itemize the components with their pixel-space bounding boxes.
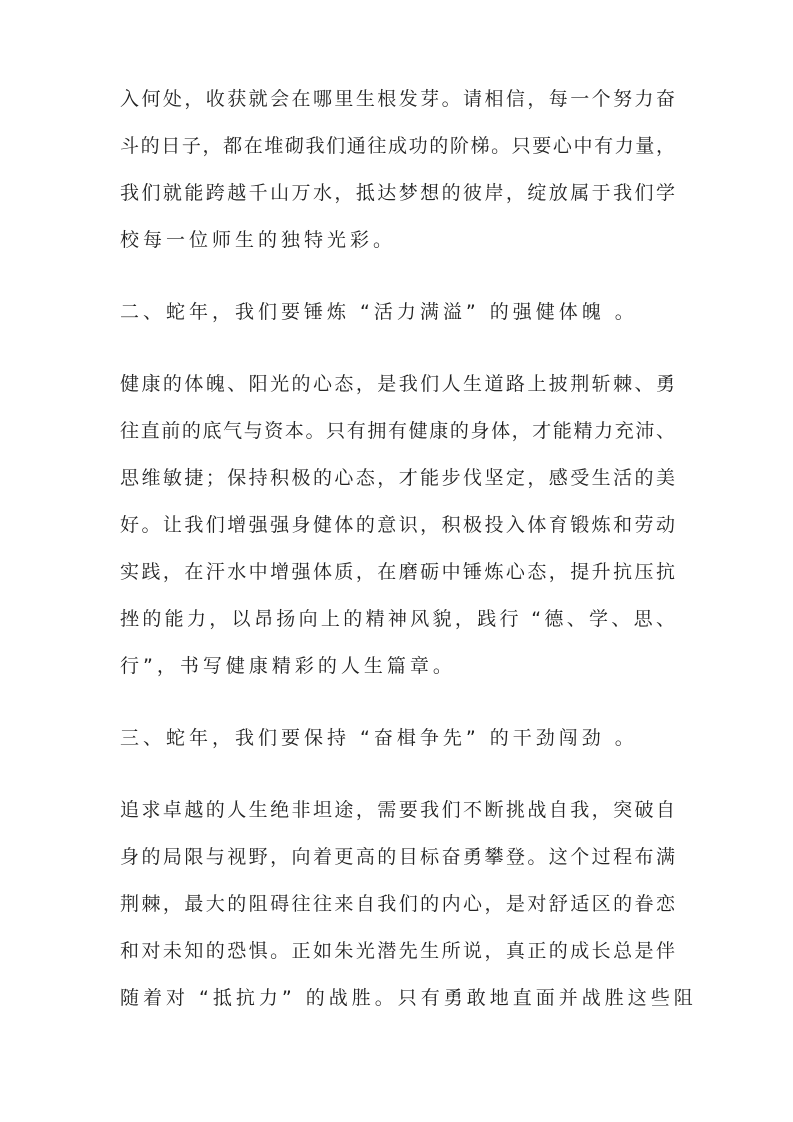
paragraph-line: 好。让我们增强强身健体的意识，积极投入体育锻炼和劳动 bbox=[120, 514, 675, 536]
paragraph-line: 斗的日子，都在堆砌我们通往成功的阶梯。只要心中有力量， bbox=[120, 135, 675, 157]
paragraph-line: 身的局限与视野，向着更高的目标奋勇攀登。这个过程布满 bbox=[120, 846, 675, 868]
paragraph-line: 行”，书写健康精彩的人生篇章。 bbox=[120, 655, 456, 677]
paragraph-line: 追求卓越的人生绝非坦途，需要我们不断挑战自我，突破自 bbox=[120, 799, 675, 821]
paragraph-line: 挫的能力，以昂扬向上的精神风貌，践行 “德、学、思、 bbox=[120, 608, 675, 630]
paragraph-line: 健康的体魄、阳光的心态，是我们人生道路上披荆斩棘、勇 bbox=[120, 373, 675, 395]
paragraph-line: 校每一位师生的独特光彩。 bbox=[120, 229, 397, 251]
paragraph-line: 入何处，收获就会在哪里生根发芽。请相信，每一个努力奋 bbox=[120, 88, 675, 110]
paragraph-line: 往直前的底气与资本。只有拥有健康的身体，才能精力充沛、 bbox=[120, 420, 675, 442]
section-heading: 三、蛇年，我们要保持 “奋楫争先” 的干劲闯劲 。 bbox=[120, 727, 638, 749]
paragraph-line: 随着对 “抵抗力” 的战胜。只有勇敢地直面并战胜这些阻 bbox=[120, 987, 697, 1009]
paragraph-line: 荆棘，最大的阻碍往往来自我们的内心，是对舒适区的眷恋 bbox=[120, 893, 675, 915]
section-heading: 二、蛇年，我们要锤炼 “活力满溢” 的强健体魄 。 bbox=[120, 301, 638, 323]
paragraph-line: 和对未知的恐惧。正如朱光潜先生所说，真正的成长总是伴 bbox=[120, 940, 675, 962]
paragraph-line: 我们就能跨越千山万水，抵达梦想的彼岸，绽放属于我们学 bbox=[120, 182, 675, 204]
paragraph-line: 实践，在汗水中增强体质，在磨砺中锤炼心态，提升抗压抗 bbox=[120, 561, 675, 583]
paragraph-line: 思维敏捷；保持积极的心态，才能步伐坚定，感受生活的美 bbox=[120, 467, 675, 489]
